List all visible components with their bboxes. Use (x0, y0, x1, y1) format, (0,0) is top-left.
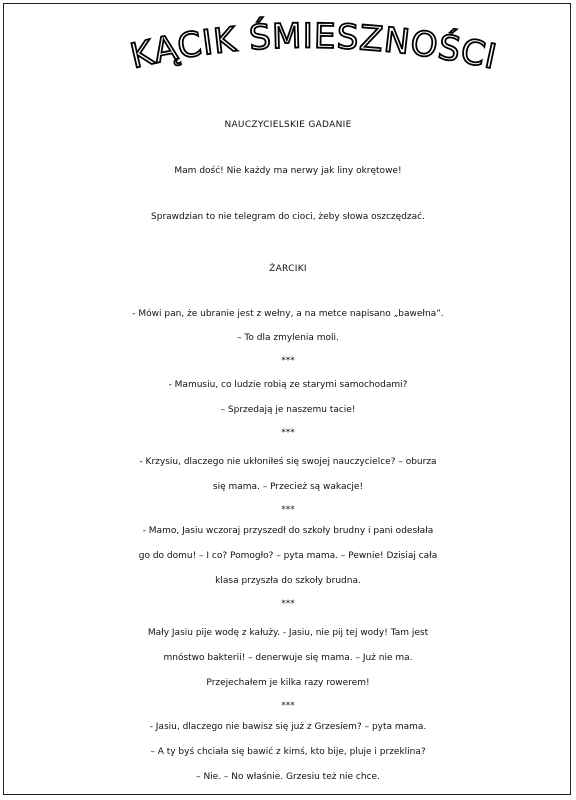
joke-line: - Jasiu, dlaczego nie bawisz się już z Grzesiem? – pyta mama. (149, 722, 427, 732)
joke-line: - Mamusiu, co ludzie robią ze starymi samochodami? (168, 380, 408, 390)
joke-line: – Sprzedają je naszemu tacie! (220, 405, 356, 415)
joke-line: Mały Jasiu pije wodę z kałuży. - Jasiu, nie pij tej wody! Tam jest (147, 628, 429, 638)
joke-separator: *** (281, 701, 295, 711)
joke-line: - Krzysiu, dlaczego nie ukłoniłeś się swojej nauczycielce? – oburza (139, 457, 437, 467)
section-heading-teacher: NAUCZYCIELSKIE GADANIE (224, 120, 352, 130)
joke-line: się mama. – Przecież są wakacje! (212, 482, 364, 492)
joke-separator: *** (281, 428, 295, 438)
joke-separator: *** (281, 505, 295, 515)
page-title-text: KĄCIK ŚMIESZNOŚCI (126, 16, 501, 78)
quote-line: Mam dość! Nie każdy ma nerwy jak liny okrętowe! (174, 166, 402, 176)
joke-line: – Nie. – No właśnie. Grzesiu też nie chce. (196, 772, 380, 782)
joke-line: - Mówi pan, że ubranie jest z wełny, a na metce napisano „bawełna”. (132, 309, 444, 319)
joke-line: klasa przyszła do szkoły brudna. (215, 576, 361, 586)
joke-line: mnóstwo bakterii! – denerwuje się mama. – Już nie ma. (163, 653, 413, 663)
joke-line: – A ty byś chciała się bawić z kimś, kto bije, pluje i przeklina? (150, 747, 426, 757)
joke-line: Przejechałem je kilka razy rowerem! (206, 678, 370, 688)
page-title (0, 0, 576, 115)
joke-separator: *** (281, 599, 295, 609)
quote-line: Sprawdzian to nie telegram do cioci, żeby słowa oszczędzać. (151, 212, 425, 222)
joke-line: go do domu! – I co? Pomogło? – pyta mama. – Pewnie! Dzisiaj cała (138, 551, 438, 561)
section-heading-jokes: ŻARCIKI (269, 264, 307, 274)
joke-line: - Mamo, Jasiu wczoraj przyszedł do szkoły brudny i pani odesłała (142, 526, 434, 536)
joke-separator: *** (281, 356, 295, 366)
joke-line: – To dla zmylenia moli. (237, 333, 339, 343)
